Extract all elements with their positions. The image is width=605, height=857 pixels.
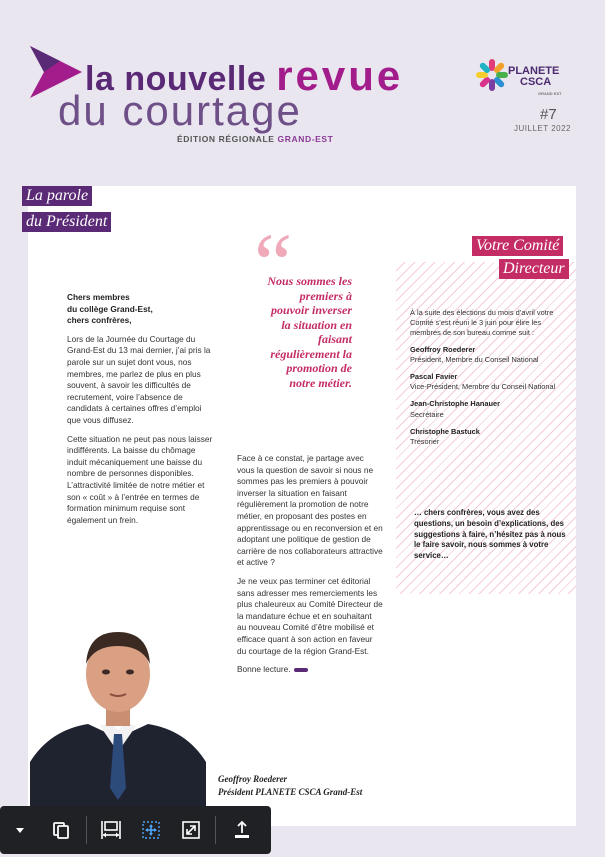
- toolbar-separator: [86, 816, 87, 844]
- member-name: Pascal Favier: [410, 372, 458, 382]
- editorial-left-column: [67, 292, 215, 533]
- committee-member: [410, 372, 558, 392]
- member-name: Jean-Christophe Hanauer: [410, 399, 500, 409]
- chevron-down-icon: [14, 824, 26, 836]
- edition-text: ÉDITION RÉGIONALE: [177, 134, 275, 144]
- committee-member: [410, 345, 558, 365]
- title-word-revue: revue: [276, 52, 404, 99]
- sign-off: [237, 664, 383, 676]
- section-title-line2: du Président: [22, 212, 111, 232]
- title-word-la: la: [85, 60, 115, 98]
- greeting-line3: chers confrères,: [67, 315, 132, 326]
- masthead-title-line2: du courtage: [58, 87, 302, 134]
- committee-title-line1: Votre Comité: [472, 236, 563, 256]
- editorial-paragraph-1: Lors de la Journée du Courtage du Grand-Est du 13 mai dernier, j’ai pris la parole sur un sujet dont vous, nos membres, me parlez de plus en plus souvent, à savoir les difficultés de recrutement, voire l’absence de candidats à certaines offres d’emploi que vous diffusez.: [67, 333, 211, 425]
- edition-region: GRAND-EST: [277, 134, 334, 144]
- partner-name-line1: PLANETE: [508, 65, 560, 77]
- member-role: Secrétaire: [410, 409, 444, 419]
- pull-quote: Nous sommes les premiers à pouvoir inverser la situation en faisant régulièrement la promotion de notre métier.: [267, 274, 352, 390]
- member-role: Trésorier: [410, 437, 440, 447]
- committee-closing: … chers confrères, vous avez des questions, un besoin d’explications, des suggestions à faire, n’hésitez pas à nous le faire savoir, nous sommes à votre service…: [414, 508, 566, 561]
- president-portrait: [30, 612, 206, 826]
- planete-star-logo-icon: [475, 58, 509, 92]
- menu-dropdown-button[interactable]: [0, 806, 40, 854]
- sign-off-text: Bonne lecture.: [237, 664, 291, 675]
- committee-member: [410, 427, 558, 447]
- committee-intro: À la suite des élections du mois d’avril votre Comité s’est réuni le 3 juin pour élire les membres de son bureau comme suit :: [410, 308, 554, 338]
- issue-date: JUILLET 2022: [514, 124, 571, 133]
- share-button[interactable]: [220, 806, 264, 854]
- editorial-paragraph-2: Cette situation ne peut pas nous laisser indifférents. La baisse du chômage induit mécaniquement une baisse du nombre de personnes disponibles. L’attractivité limitée de notre métier et son « coût » à l’entrée en termes de formation minimum requise sont également un frein.: [67, 433, 213, 525]
- copy-button[interactable]: [40, 806, 82, 854]
- toolbar-separator: [215, 816, 216, 844]
- edition-label: [177, 134, 333, 144]
- member-role: Président, Membre du Conseil National: [410, 354, 539, 364]
- partner-name-line2: CSCA: [520, 76, 552, 88]
- issue-number: #7: [540, 106, 557, 123]
- member-name: Christophe Bastuck: [410, 426, 480, 436]
- share-icon: [231, 819, 253, 841]
- member-name: Geoffroy Roederer: [410, 344, 476, 354]
- editorial-paragraph-3: Face à ce constat, je partage avec vous la question de savoir si nous ne sommes pas les premiers à pouvoir inverser la situation en faisant régulièrement la promotion de notre métier, en proposant des postes en apprentissage ou en reconversion et en adoptant une politique de gestion de carrière de nos collaborateurs attractive et active ?: [237, 453, 383, 568]
- end-mark-icon: [294, 668, 308, 672]
- signature: [218, 773, 362, 799]
- member-role: Vice-Président, Membre du Conseil National: [410, 382, 556, 392]
- fit-width-button[interactable]: [91, 806, 131, 854]
- fullscreen-button[interactable]: [171, 806, 211, 854]
- quote-mark-icon: “: [254, 215, 293, 311]
- section-title-line1: La parole: [22, 186, 92, 206]
- fit-width-icon: [100, 819, 122, 841]
- copy-icon: [51, 820, 71, 840]
- signature-name: Geoffroy Roederer: [218, 774, 288, 784]
- committee-member: [410, 399, 558, 419]
- committee-column: [410, 308, 558, 454]
- editorial-paragraph-4: Je ne veux pas terminer cet éditorial sans adresser mes remerciements les plus chaleureux au Comité Directeur de la mandature échue et en souhaitant au nouveau Comité d’être mobilisé et efficace quant à son action en faveur du courtage de la région Grand-Est.: [237, 575, 383, 656]
- editorial-middle-column: [237, 453, 383, 683]
- signature-role: Président PLANETE CSCA Grand-Est: [218, 787, 363, 797]
- pan-tool-button[interactable]: [131, 806, 171, 854]
- pan-icon: [140, 819, 162, 841]
- fullscreen-icon: [181, 820, 201, 840]
- title-word-nouvelle: nouvelle: [124, 60, 267, 98]
- viewer-toolbar: [0, 806, 271, 854]
- greeting-line1: Chers membres: [67, 292, 130, 302]
- greeting: [67, 292, 215, 327]
- committee-title-line2: Directeur: [499, 259, 569, 279]
- planete-csca-logo: [508, 66, 578, 99]
- partner-tagline: GRAND EST: [538, 91, 562, 96]
- greeting-line2: du collège Grand-Est,: [67, 303, 153, 314]
